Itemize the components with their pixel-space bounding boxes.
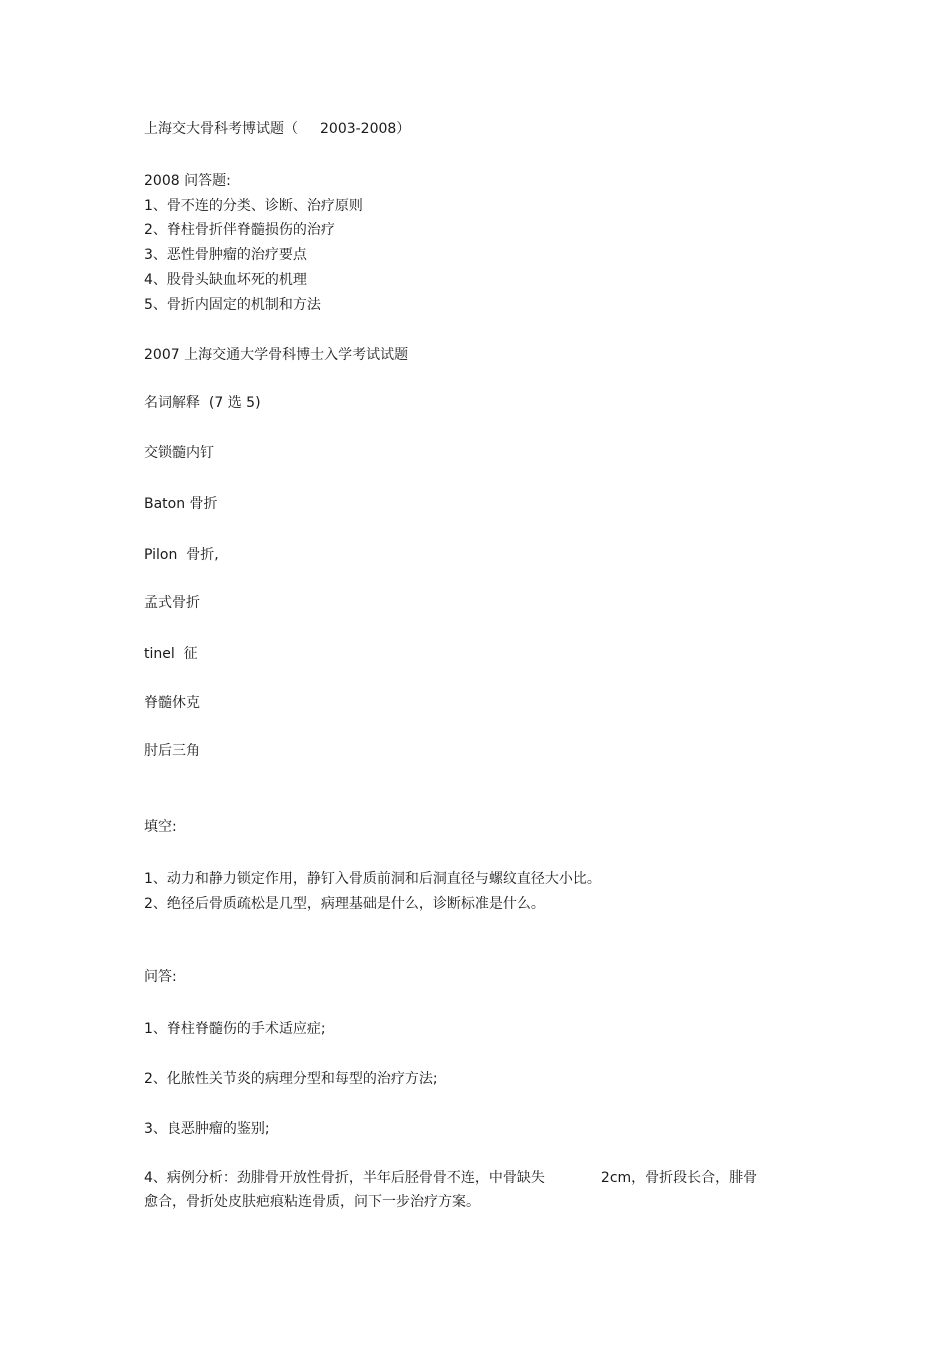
- fill-item: 1、动力和静力锁定作用，静钉入骨质前洞和后洞直径与螺纹直径大小比。: [144, 871, 601, 887]
- qa2008-item: 5、骨折内固定的机制和方法: [144, 297, 321, 313]
- term-item: Pilon 骨折,: [144, 547, 219, 563]
- term-item: 孟式骨折: [144, 595, 200, 611]
- qa2008-heading: 2008 问答题:: [144, 173, 231, 189]
- terms-heading: 名词解释 (7 选 5): [144, 395, 261, 411]
- qa2008-item: 3、恶性骨肿瘤的治疗要点: [144, 247, 307, 263]
- case-part2: 2cm，骨折段长合，腓骨: [600, 1170, 758, 1186]
- qa-item: 2、化脓性关节炎的病理分型和每型的治疗方法;: [144, 1071, 438, 1087]
- fill-heading: 填空:: [144, 819, 177, 835]
- qa-item: 3、良恶肿瘤的鉴别;: [144, 1121, 270, 1137]
- document-title: [144, 120, 410, 138]
- case-analysis-line2: 愈合，骨折处皮肤疤痕粘连骨质，问下一步治疗方案。: [144, 1194, 480, 1210]
- case-part1: 4、病例分析：劲腓骨开放性骨折，半年后胫骨骨不连，中骨缺失: [144, 1170, 545, 1186]
- qa-heading: 问答:: [144, 969, 177, 985]
- qa2008-item: 2、脊柱骨折伴脊髓损伤的治疗: [144, 222, 335, 238]
- title-years: 2003-2008）: [320, 121, 411, 137]
- term-item: Baton 骨折: [144, 496, 218, 512]
- term-item: 交锁髓内钉: [144, 445, 214, 461]
- term-item: tinel 征: [144, 646, 198, 662]
- case-analysis-line1: [144, 1169, 757, 1187]
- qa2008-item: 4、股骨头缺血坏死的机理: [144, 272, 307, 288]
- exam2007-heading: 2007 上海交通大学骨科博士入学考试试题: [144, 347, 409, 363]
- qa-item: 1、脊柱脊髓伤的手术适应症;: [144, 1021, 326, 1037]
- fill-item: 2、绝径后骨质疏松是几型，病理基础是什么，诊断标准是什么。: [144, 896, 545, 912]
- qa2008-item: 1、骨不连的分类、诊断、治疗原则: [144, 198, 363, 214]
- term-item: 脊髓休克: [144, 695, 200, 711]
- term-item: 肘后三角: [144, 743, 200, 759]
- title-prefix: 上海交大骨科考博试题（: [144, 121, 298, 137]
